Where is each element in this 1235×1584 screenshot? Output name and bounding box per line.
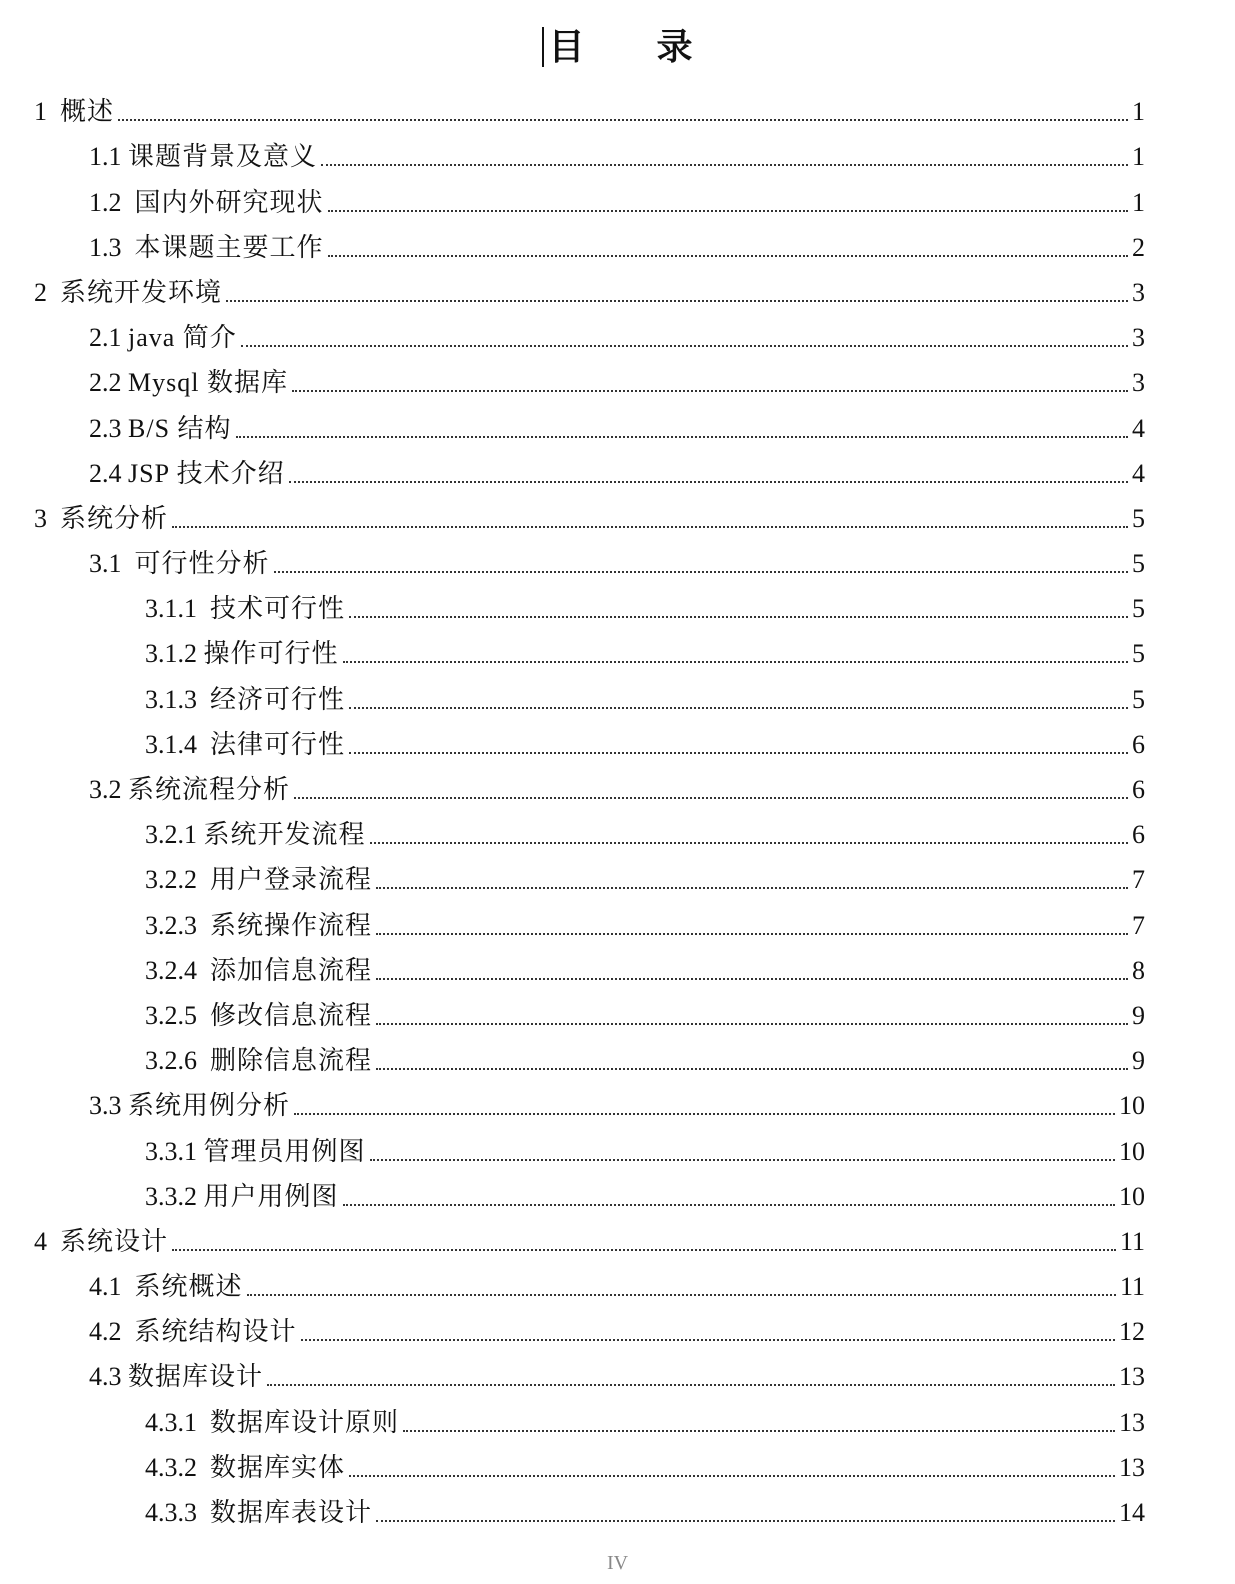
toc-entry-page-number: 9 <box>1132 1046 1145 1076</box>
toc-dot-leader <box>343 660 1128 663</box>
toc-dot-leader <box>376 886 1128 889</box>
toc-entry-title: 修改信息流程 <box>210 1000 373 1030</box>
toc-entry[interactable] <box>0 581 1235 626</box>
toc-entry[interactable] <box>0 536 1235 581</box>
toc-entry-number: 4 <box>34 1226 60 1256</box>
toc-entry-number: 3.2.4 <box>145 955 210 985</box>
toc-entry-title: 系统设计 <box>60 1226 169 1256</box>
toc-dot-leader <box>118 118 1128 121</box>
toc-entry[interactable] <box>0 446 1235 491</box>
toc-entry-title: 操作可行性 <box>203 639 339 669</box>
toc-entry-number: 4.3 <box>89 1362 128 1392</box>
toc-entry-title: 系统开发流程 <box>203 820 366 850</box>
toc-entry[interactable] <box>0 1349 1235 1394</box>
toc-dot-leader <box>172 1248 1116 1251</box>
toc-entry-number: 2 <box>34 277 60 307</box>
toc-entry[interactable] <box>0 943 1235 988</box>
toc-entry[interactable] <box>0 174 1235 219</box>
toc-dot-leader <box>349 751 1128 754</box>
toc-entry-page-number: 1 <box>1132 142 1145 172</box>
toc-dot-leader <box>294 796 1128 799</box>
title-char-left: 目 <box>548 27 585 67</box>
toc-entry-number: 1 <box>34 97 60 127</box>
toc-entry-number: 3.2.5 <box>145 1000 210 1030</box>
toc-entry-number: 1.2 <box>89 187 135 217</box>
toc-entry[interactable] <box>0 897 1235 942</box>
page-number-footer: IV <box>606 1552 629 1574</box>
toc-entry-page-number: 6 <box>1132 820 1145 850</box>
toc-entry-page-number: 5 <box>1132 549 1145 579</box>
toc-entry-page-number: 10 <box>1119 1181 1145 1211</box>
toc-entry-number: 4.2 <box>89 1317 135 1347</box>
toc-dot-leader <box>267 1383 1115 1386</box>
toc-entry-page-number: 11 <box>1119 1272 1145 1302</box>
toc-entry-page-number: 13 <box>1119 1362 1145 1392</box>
toc-entry-number: 3.1 <box>89 549 135 579</box>
table-of-contents <box>0 84 1235 1530</box>
toc-entry-page-number: 6 <box>1132 729 1145 759</box>
toc-dot-leader <box>376 1067 1128 1070</box>
toc-entry-title: 系统分析 <box>60 503 169 533</box>
toc-entry[interactable] <box>0 626 1235 671</box>
toc-entry-number: 3.1.2 <box>145 639 204 669</box>
toc-entry-page-number: 5 <box>1132 503 1145 533</box>
toc-entry-title: 数据库表设计 <box>210 1498 373 1527</box>
toc-entry-title: 可行性分析 <box>134 549 270 579</box>
toc-entry-page-number: 4 <box>1132 413 1145 443</box>
toc-entry[interactable] <box>0 1033 1235 1078</box>
toc-entry-title: 删除信息流程 <box>210 1046 373 1076</box>
toc-entry-page-number: 9 <box>1132 1000 1145 1030</box>
text-cursor <box>542 27 544 67</box>
toc-entry-title: 数据库设计原则 <box>210 1407 400 1437</box>
toc-entry-title: 本课题主要工作 <box>134 232 324 262</box>
toc-entry-page-number: 5 <box>1132 594 1145 624</box>
toc-entry-number: 4.1 <box>89 1272 135 1302</box>
toc-entry-title: 用户登录流程 <box>210 865 373 895</box>
toc-entry-title: Mysql 数据库 <box>128 368 288 398</box>
toc-entry-title: 系统概述 <box>134 1272 243 1302</box>
toc-entry[interactable] <box>0 355 1235 400</box>
toc-entry-title: 系统操作流程 <box>210 910 373 940</box>
toc-dot-leader <box>343 1203 1115 1206</box>
toc-entry[interactable] <box>0 717 1235 762</box>
toc-entry-page-number: 10 <box>1119 1136 1145 1166</box>
toc-entry[interactable] <box>0 84 1235 129</box>
toc-entry[interactable] <box>0 400 1235 445</box>
toc-entry[interactable] <box>0 1304 1235 1349</box>
toc-entry[interactable] <box>0 807 1235 852</box>
toc-entry-number: 3.2.2 <box>145 865 210 895</box>
toc-entry-page-number: 13 <box>1119 1452 1145 1482</box>
toc-entry-number: 3.2.6 <box>145 1046 210 1076</box>
toc-entry[interactable] <box>0 265 1235 310</box>
toc-entry-number: 1.3 <box>89 232 135 262</box>
toc-entry[interactable] <box>0 1485 1235 1530</box>
toc-entry-title: 添加信息流程 <box>210 955 373 985</box>
toc-entry-title: 数据库设计 <box>128 1362 264 1392</box>
toc-entry-page-number: 8 <box>1132 955 1145 985</box>
toc-entry-title: 法律可行性 <box>210 729 346 759</box>
toc-entry-number: 3.1.3 <box>145 684 210 714</box>
toc-dot-leader <box>289 480 1128 483</box>
toc-dot-leader <box>370 841 1128 844</box>
toc-dot-leader <box>236 435 1128 438</box>
toc-dot-leader <box>349 1474 1115 1477</box>
toc-entry-number: 3.2.1 <box>145 820 204 850</box>
toc-entry-page-number: 7 <box>1132 865 1145 895</box>
toc-entry-page-number: 13 <box>1119 1407 1145 1437</box>
toc-entry-page-number: 14 <box>1119 1498 1145 1527</box>
toc-entry-title: JSP 技术介绍 <box>128 458 285 488</box>
toc-entry-title: 国内外研究现状 <box>134 187 324 217</box>
toc-entry-page-number: 1 <box>1132 187 1145 217</box>
toc-entry[interactable] <box>0 1169 1235 1214</box>
title-char-right: 录 <box>656 27 693 67</box>
toc-entry-number: 3.1.4 <box>145 729 210 759</box>
toc-entry-page-number: 6 <box>1132 775 1145 804</box>
toc-dot-leader <box>403 1429 1115 1432</box>
toc-dot-leader <box>321 163 1128 166</box>
toc-entry-page-number: 5 <box>1132 684 1145 714</box>
toc-entry[interactable] <box>0 220 1235 265</box>
toc-entry-title: 数据库实体 <box>210 1452 346 1482</box>
toc-entry-number: 3 <box>34 503 60 533</box>
toc-dot-leader <box>274 570 1128 573</box>
toc-entry[interactable] <box>0 852 1235 897</box>
toc-dot-leader <box>376 977 1128 980</box>
toc-entry-page-number: 1 <box>1132 97 1145 127</box>
toc-dot-leader <box>292 389 1128 392</box>
toc-entry[interactable] <box>0 1259 1235 1304</box>
toc-entry-title: 系统用例分析 <box>128 1091 291 1121</box>
toc-entry[interactable] <box>0 762 1235 807</box>
toc-entry-number: 3.3.1 <box>145 1136 204 1166</box>
toc-dot-leader <box>376 932 1128 935</box>
toc-entry[interactable] <box>0 491 1235 536</box>
toc-entry-number: 4.3.3 <box>145 1498 210 1527</box>
toc-entry-number: 3.2 <box>89 775 128 804</box>
toc-entry-page-number: 4 <box>1132 458 1145 488</box>
toc-entry-number: 3.3.2 <box>145 1181 204 1211</box>
toc-entry-page-number: 3 <box>1132 277 1145 307</box>
toc-entry-number: 4.3.1 <box>145 1407 210 1437</box>
toc-entry-number: 3.1.1 <box>145 594 210 624</box>
toc-dot-leader <box>376 1022 1128 1025</box>
toc-entry-title: 系统开发环境 <box>60 277 223 307</box>
toc-entry[interactable] <box>0 1394 1235 1439</box>
toc-dot-leader <box>301 1338 1115 1341</box>
toc-entry-page-number: 3 <box>1132 368 1145 398</box>
toc-entry-page-number: 5 <box>1132 639 1145 669</box>
toc-entry-number: 3.2.3 <box>145 910 210 940</box>
toc-dot-leader <box>172 525 1128 528</box>
toc-entry-page-number: 3 <box>1132 323 1145 353</box>
toc-entry[interactable] <box>0 988 1235 1033</box>
toc-entry[interactable] <box>0 1440 1235 1485</box>
toc-entry-title: 课题背景及意义 <box>128 142 318 172</box>
toc-entry[interactable] <box>0 1123 1235 1168</box>
toc-entry-number: 1.1 <box>89 142 128 172</box>
toc-entry[interactable] <box>0 129 1235 174</box>
toc-entry-number: 2.3 <box>89 413 128 443</box>
toc-dot-leader <box>349 615 1128 618</box>
toc-entry-page-number: 10 <box>1119 1091 1145 1121</box>
toc-entry[interactable] <box>0 310 1235 355</box>
toc-dot-leader <box>328 209 1128 212</box>
toc-dot-leader <box>370 1158 1115 1161</box>
toc-entry-title: 技术可行性 <box>210 594 346 624</box>
toc-dot-leader <box>349 706 1128 709</box>
toc-dot-leader <box>328 254 1128 257</box>
toc-entry-title: 用户用例图 <box>203 1181 339 1211</box>
toc-dot-leader <box>247 1293 1116 1296</box>
page-title <box>0 22 1235 72</box>
toc-entry[interactable] <box>0 1078 1235 1123</box>
toc-entry-number: 2.2 <box>89 368 128 398</box>
toc-entry[interactable] <box>0 1214 1235 1259</box>
toc-dot-leader <box>376 1519 1115 1522</box>
toc-entry-title: java 简介 <box>128 323 237 353</box>
toc-entry-title: 管理员用例图 <box>203 1136 366 1166</box>
toc-dot-leader <box>241 344 1128 347</box>
toc-entry-number: 3.3 <box>89 1091 128 1121</box>
toc-entry-page-number: 12 <box>1119 1317 1145 1347</box>
toc-dot-leader <box>294 1112 1115 1115</box>
toc-entry-page-number: 7 <box>1132 910 1145 940</box>
toc-entry-title: B/S 结构 <box>128 413 232 443</box>
toc-entry-page-number: 11 <box>1119 1226 1145 1256</box>
toc-dot-leader <box>226 299 1128 302</box>
toc-entry-number: 2.1 <box>89 323 128 353</box>
toc-entry-title: 概述 <box>60 97 115 127</box>
toc-entry-title: 系统结构设计 <box>134 1317 297 1347</box>
toc-entry-title: 经济可行性 <box>210 684 346 714</box>
toc-entry-page-number: 2 <box>1132 232 1145 262</box>
toc-entry[interactable] <box>0 671 1235 716</box>
toc-entry-number: 2.4 <box>89 458 128 488</box>
toc-entry-number: 4.3.2 <box>145 1452 210 1482</box>
toc-entry-title: 系统流程分析 <box>128 775 291 804</box>
